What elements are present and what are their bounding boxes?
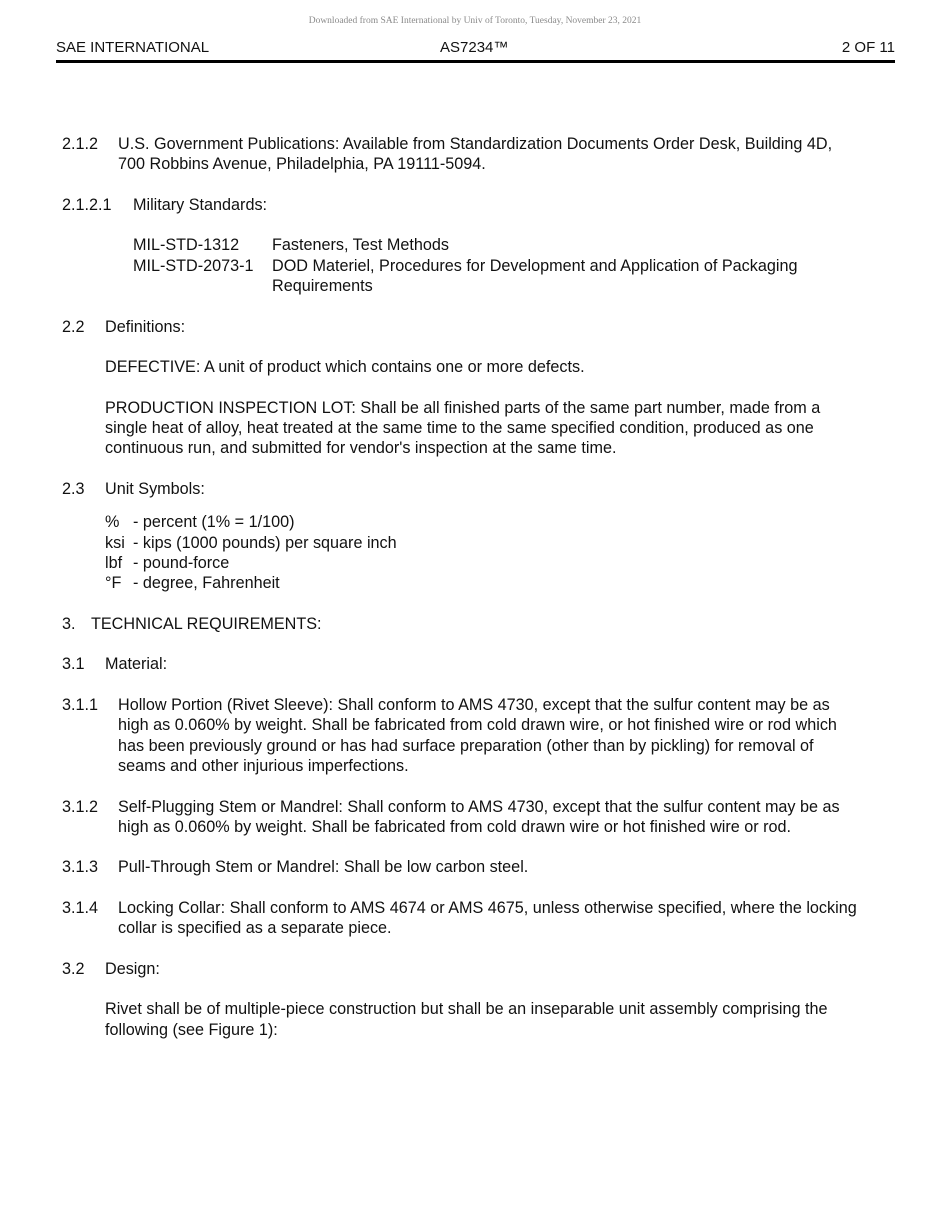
- unit-description: - kips (1000 pounds) per square inch: [133, 533, 397, 552]
- section-number: 3.: [62, 614, 76, 633]
- standard-code: MIL-STD-1312: [133, 236, 240, 255]
- unit-description: - degree, Fahrenheit: [133, 574, 280, 593]
- section-text: TECHNICAL REQUIREMENTS:: [91, 614, 322, 633]
- section-2-3: [62, 479, 862, 499]
- section-3: [62, 614, 862, 634]
- standard-row: [133, 235, 862, 255]
- section-number: 2.2: [62, 317, 85, 336]
- unit-symbol-row: [105, 573, 862, 593]
- section-3-1-4: [62, 898, 862, 939]
- page-header: [56, 39, 895, 59]
- section-number: 3.1.3: [62, 858, 99, 877]
- standards-list: [62, 235, 862, 296]
- unit-symbol: ksi: [105, 533, 125, 552]
- section-text: Military Standards:: [133, 195, 268, 214]
- unit-symbol: lbf: [105, 553, 123, 572]
- section-3-2: [62, 959, 862, 979]
- section-text: Hollow Portion (Rivet Sleeve): Shall conform to AMS 4730, except that the sulfur content may be as high as 0.060% by weight. Shall be fabricated from cold drawn wire, or hot finished wire or rod which has been previously ground or has had surface preparation (other than by pickling) for removal of seams and other injurious imperfections.: [118, 696, 837, 775]
- section-text: U.S. Government Publications: Available from Standardization Documents Order Desk, Building 4D, 700 Robbins Avenue, Philadelphia, PA 19111-5094.: [118, 135, 833, 174]
- definition-defective: DEFECTIVE: A unit of product which contains one or more defects.: [105, 358, 585, 377]
- download-watermark: Downloaded from SAE International by Univ of Toronto, Tuesday, November 23, 2021: [308, 16, 642, 26]
- section-2-1-2-1: [62, 195, 862, 215]
- section-text: Definitions:: [105, 317, 186, 336]
- standard-code: MIL-STD-2073-1: [133, 256, 254, 275]
- header-page-number: 2 OF 11: [841, 39, 895, 56]
- standard-row: [133, 256, 862, 297]
- document-body: [62, 134, 862, 1060]
- section-number: 3.1.4: [62, 898, 99, 917]
- section-3-1-3: [62, 857, 862, 877]
- unit-symbol-row: [105, 512, 862, 532]
- header-document-number: AS7234™: [440, 39, 509, 56]
- design-description: Rivet shall be of multiple-piece construction but shall be an inseparable unit assembly comprising the following (see Figure 1):: [105, 1000, 828, 1039]
- section-text: Self-Plugging Stem or Mandrel: Shall conform to AMS 4730, except that the sulfur content may be as high as 0.060% by weight. Shall be fabricated from cold drawn wire or hot finished wire or rod.: [118, 797, 840, 836]
- unit-symbol-row: [105, 533, 862, 553]
- section-text: Unit Symbols:: [105, 480, 205, 499]
- section-number: 3.1: [62, 655, 85, 674]
- section-number: 2.1.2: [62, 135, 99, 153]
- standard-title: DOD Materiel, Procedures for Development and Application of Packaging Requirements: [272, 256, 798, 296]
- standard-title: Fasteners, Test Methods: [272, 236, 449, 255]
- section-number: 2.3: [62, 480, 85, 499]
- section-text: Pull-Through Stem or Mandrel: Shall be low carbon steel.: [118, 858, 529, 877]
- section-text: Design:: [105, 959, 160, 978]
- section-text: Locking Collar: Shall conform to AMS 4674 or AMS 4675, unless otherwise specified, where the locking collar is specified as a separate piece.: [118, 898, 857, 938]
- section-text: Material:: [105, 655, 168, 674]
- section-3-1-1: [62, 695, 862, 776]
- unit-symbols-list: [62, 512, 862, 593]
- header-organization: SAE INTERNATIONAL: [56, 39, 210, 56]
- unit-symbol-row: [105, 553, 862, 573]
- unit-description: - percent (1% = 1/100): [133, 513, 295, 532]
- section-number: 3.1.1: [62, 696, 99, 715]
- section-3-1: [62, 654, 862, 674]
- section-number: 2.1.2.1: [62, 195, 112, 214]
- section-2-1-2: [62, 134, 862, 175]
- header-rule: [56, 60, 895, 63]
- definition-production-lot: PRODUCTION INSPECTION LOT: Shall be all finished parts of the same part number, made from a single heat of alloy, heat treated at the same time to the same specified condition, produced as one continuous run, and submitted for vendor's inspection at the same time.: [105, 398, 821, 458]
- unit-description: - pound-force: [133, 553, 230, 572]
- section-number: 3.2: [62, 959, 85, 978]
- section-3-1-2: [62, 797, 862, 838]
- section-2-2: [62, 317, 862, 337]
- section-number: 3.1.2: [62, 797, 99, 816]
- unit-symbol: °F: [105, 574, 122, 593]
- unit-symbol: %: [105, 513, 120, 532]
